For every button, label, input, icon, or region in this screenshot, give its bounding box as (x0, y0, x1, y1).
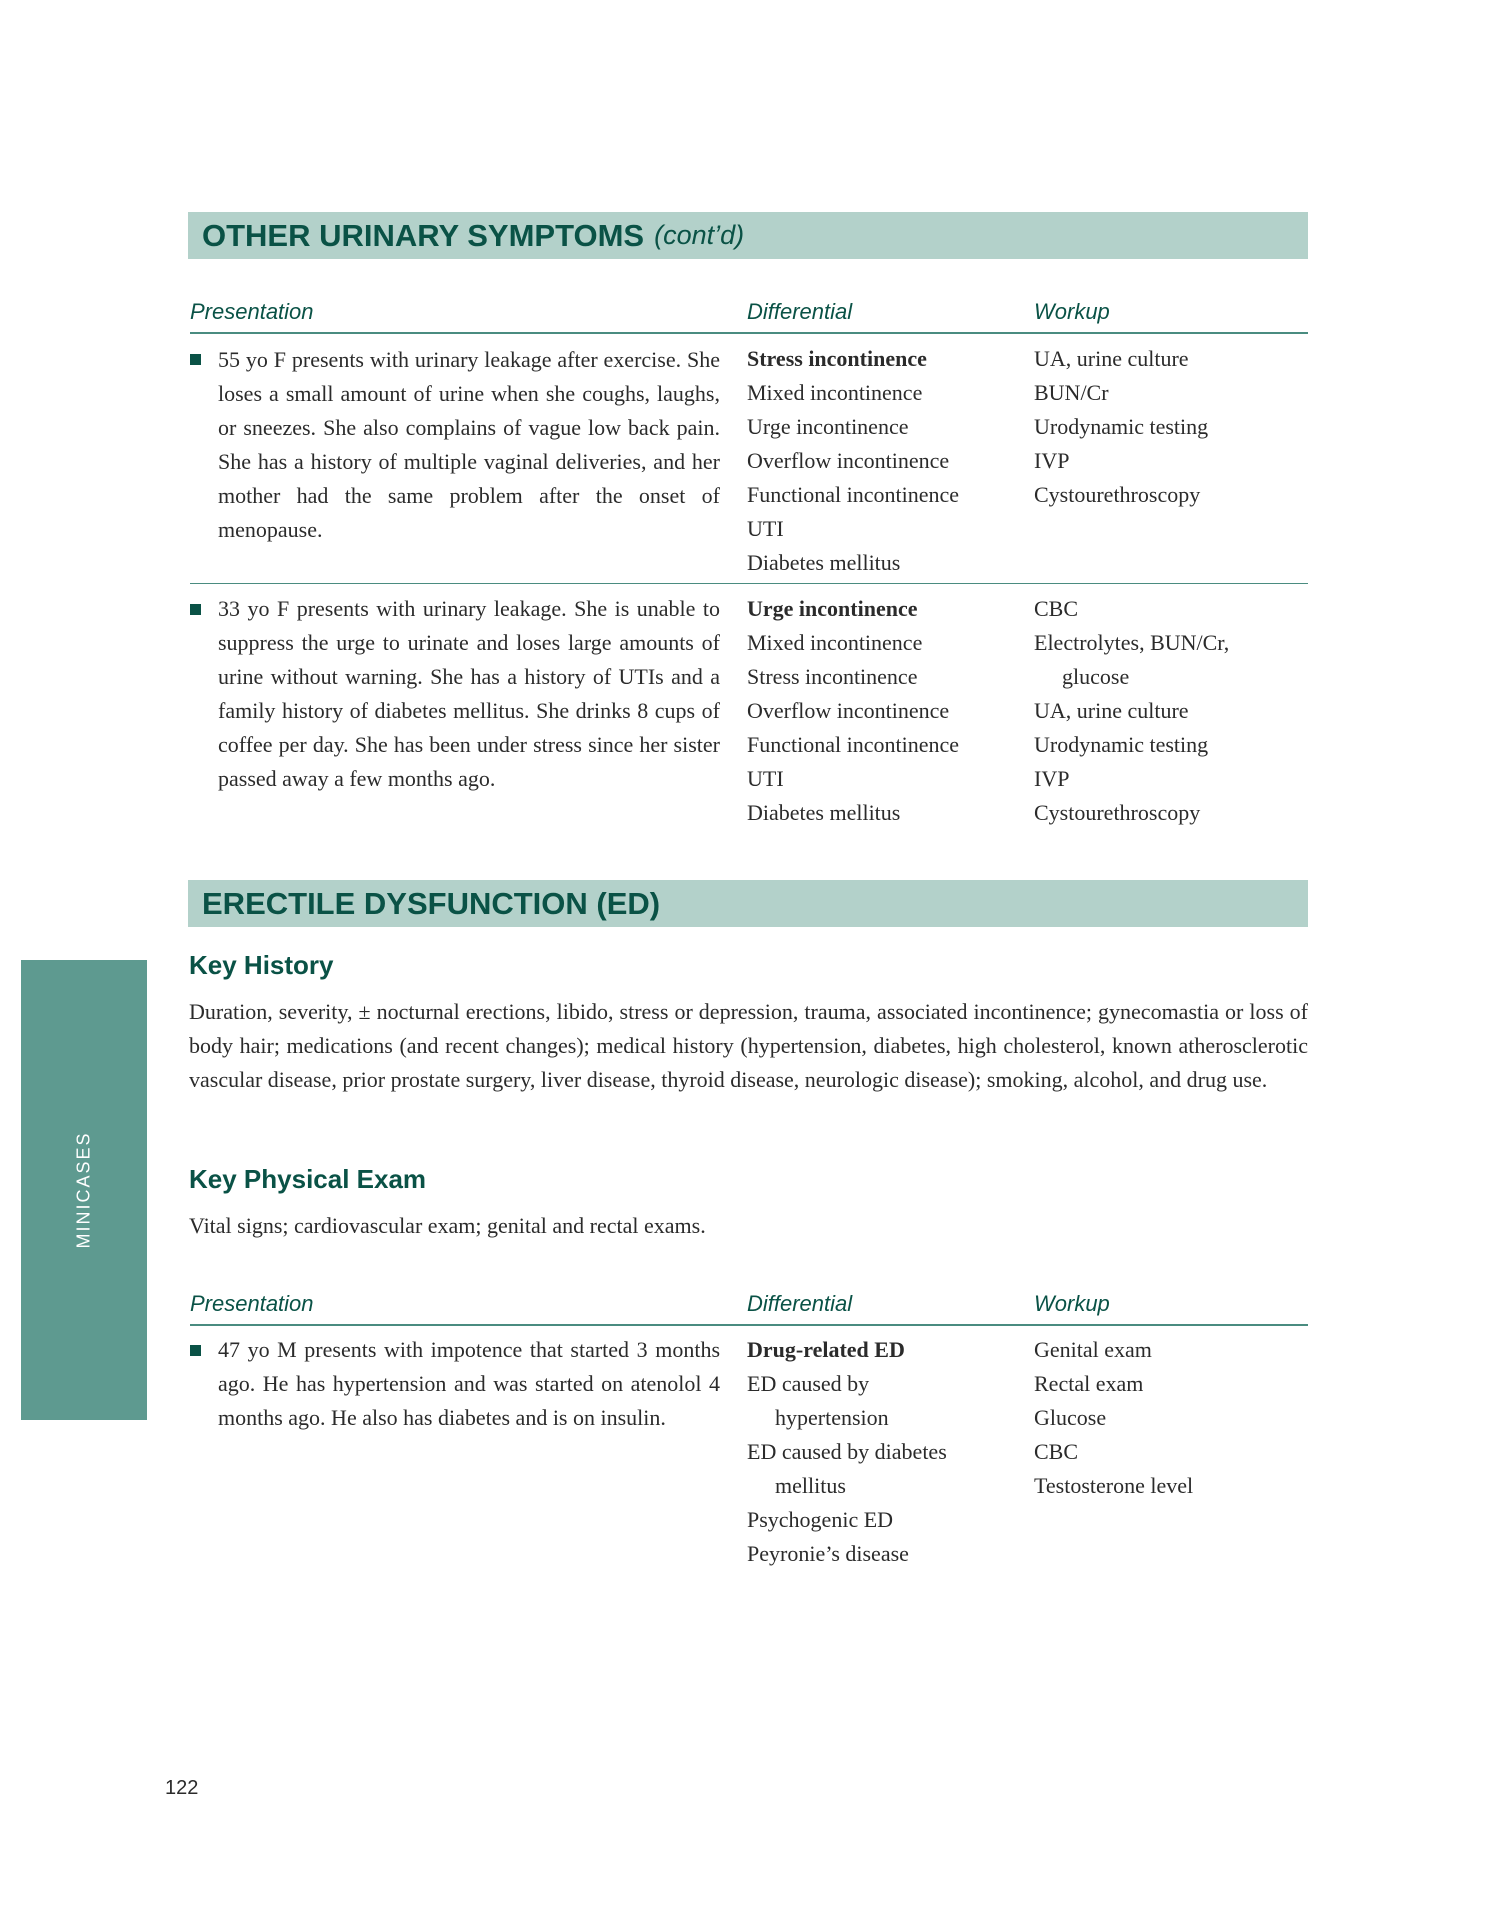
table-header (190, 290, 1308, 334)
section-title: ERECTILE DYSFUNCTION (ED) (202, 885, 661, 921)
differential-item: Psychogenic ED (747, 1507, 894, 1532)
workup-item: Urodynamic testing (1034, 732, 1209, 757)
workup-item: CBC (1034, 596, 1079, 621)
key-history-heading: Key History (189, 950, 334, 980)
differential-item: Urge incontinence (747, 414, 909, 439)
differential-item: Stress incontinence (747, 664, 918, 689)
workup-item: Urodynamic testing (1034, 414, 1209, 439)
workup-item: BUN/Cr (1034, 380, 1109, 405)
workup-item: CBC (1034, 1439, 1079, 1464)
header-presentation: Presentation (190, 1291, 314, 1316)
case-differential-list (747, 342, 959, 580)
differential-item: ED caused by diabetes (747, 1439, 947, 1464)
differential-item: Drug-related ED (747, 1337, 905, 1362)
differential-item: Peyronie’s disease (747, 1541, 909, 1566)
differential-item: Functional incontinence (747, 732, 959, 757)
case-workup-list (1034, 342, 1208, 512)
section-title: OTHER URINARY SYMPTOMS (202, 217, 645, 253)
differential-item: Diabetes mellitus (747, 550, 901, 575)
differential-item: mellitus (775, 1473, 846, 1498)
workup-item: Electrolytes, BUN/Cr, (1034, 630, 1230, 655)
key-exam-text: Vital signs; cardiovascular exam; genital and rectal exams. (189, 1213, 706, 1238)
workup-item: IVP (1034, 766, 1070, 791)
differential-item: Stress incontinence (747, 346, 927, 371)
case-workup-list (1034, 592, 1229, 830)
header-differential: Differential (747, 299, 853, 324)
bullet-icon (190, 354, 201, 365)
table-header (190, 1282, 1308, 1326)
differential-item: Mixed incontinence (747, 380, 923, 405)
page-number: 122 (165, 1777, 199, 1799)
header-presentation: Presentation (190, 299, 314, 324)
case-presentation: 33 yo F presents with urinary leakage. She is unable to suppress the urge to urinate and loses large amounts of urine without warning. She has a history of UTIs and a family history of diabetes mellitus. She drinks 8 cups of coffee per day. She has been under stress since her sister passed away a few months ago. (218, 596, 720, 791)
differential-item: Mixed incontinence (747, 630, 923, 655)
workup-item: Testosterone level (1034, 1473, 1194, 1498)
section-title-suffix: (cont’d) (654, 220, 745, 250)
differential-item: UTI (747, 516, 784, 541)
workup-item: Glucose (1034, 1405, 1107, 1430)
section-title-band (188, 212, 1308, 259)
workup-item: IVP (1034, 448, 1070, 473)
header-workup: Workup (1034, 299, 1110, 324)
header-differential: Differential (747, 1291, 853, 1316)
workup-item: Genital exam (1034, 1337, 1152, 1362)
key-history-text: Duration, severity, ± nocturnal erections, libido, stress or depression, trauma, associated incontinence; gynecomastia or loss of body hair; medications (and recent changes); medical history (hypertension, diabetes, high cholesterol, known atherosclerotic vascular disease, prior prostate surgery, liver disease, thyroid disease, neurologic disease); smoking, alcohol, and drug use. (189, 999, 1308, 1092)
case-differential-list (747, 592, 959, 830)
bullet-icon (190, 604, 201, 615)
case-presentation: 47 yo M presents with impotence that started 3 months ago. He has hypertension and was started on atenolol 4 months ago. He also has diabetes and is on insulin. (218, 1337, 720, 1430)
differential-item: Overflow incontinence (747, 698, 950, 723)
workup-item: UA, urine culture (1034, 346, 1189, 371)
bullet-icon (190, 1345, 201, 1356)
differential-item: ED caused by (747, 1371, 870, 1396)
differential-item: hypertension (775, 1405, 889, 1430)
case-differential-list (747, 1333, 947, 1571)
differential-item: UTI (747, 766, 784, 791)
workup-item: Cystourethroscopy (1034, 482, 1201, 507)
differential-item: Overflow incontinence (747, 448, 950, 473)
workup-item: Cystourethroscopy (1034, 800, 1201, 825)
case-workup-list (1034, 1333, 1193, 1503)
differential-item: Urge incontinence (747, 596, 918, 621)
differential-item: Diabetes mellitus (747, 800, 901, 825)
header-workup: Workup (1034, 1291, 1110, 1316)
workup-item: glucose (1062, 664, 1130, 689)
workup-item: Rectal exam (1034, 1371, 1144, 1396)
row-divider (190, 583, 1308, 584)
side-tab (21, 960, 147, 1420)
section-title-band (188, 880, 1308, 927)
side-tab-label: MINICASES (73, 1131, 94, 1249)
differential-item: Functional incontinence (747, 482, 959, 507)
workup-item: UA, urine culture (1034, 698, 1189, 723)
case-presentation: 55 yo F presents with urinary leakage after exercise. She loses a small amount of urine when she coughs, laughs, or sneezes. She also complains of vague low back pain. She has a history of multiple vaginal deliveries, and her mother had the same problem after the onset of menopause. (218, 347, 720, 542)
key-exam-heading: Key Physical Exam (189, 1164, 427, 1194)
